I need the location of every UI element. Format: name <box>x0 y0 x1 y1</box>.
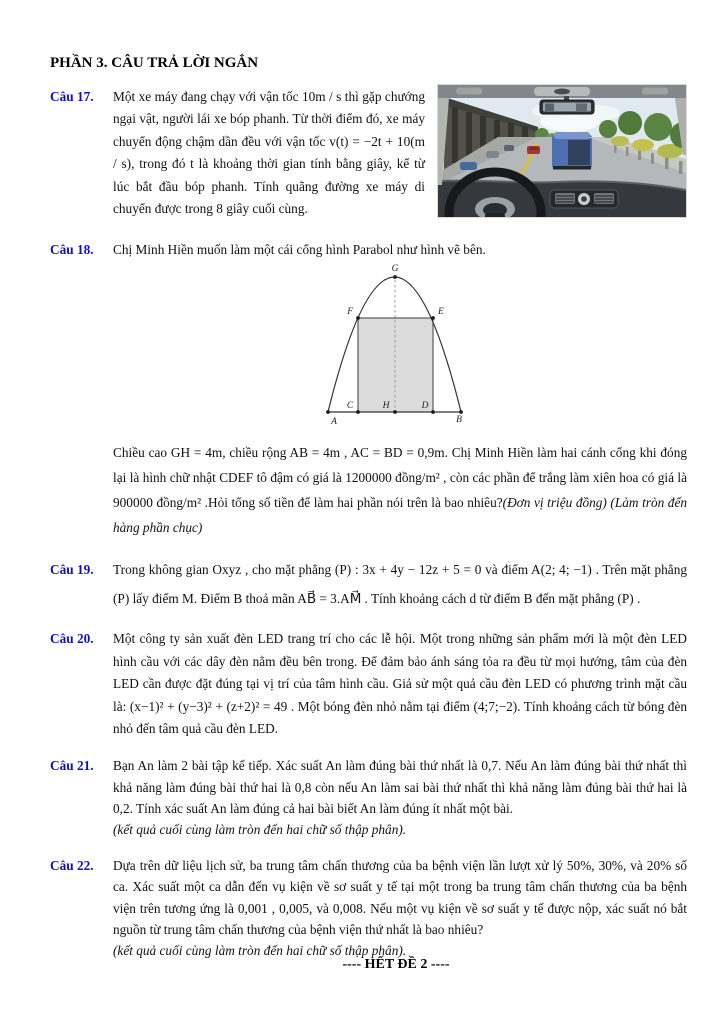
figure-label-h: H <box>382 401 389 412</box>
question-label: Câu 20. <box>50 631 94 647</box>
question-label: Câu 22. <box>50 858 94 874</box>
question-21 <box>50 755 687 840</box>
question-body-text: Bạn An làm 2 bài tập kế tiếp. Xác suất An làm đúng bài thứ nhất là 0,7. Nếu An làm đúng bài thứ nhất thì khả năng làm đúng bài thứ hai là 0,8 còn nếu An làm sai bài thứ nhất thì khả năng làm đúng bài thứ hai là 0,2. Tính xác suất An làm đúng cả hai bài biết An làm đúng ít nhất một bài. <box>113 758 687 816</box>
car-interior-photo <box>437 84 687 218</box>
air-vents <box>550 190 618 208</box>
question-label: Câu 18. <box>50 242 94 257</box>
question-text: Một xe máy đang chạy với vận tốc 10m / s thì gặp chướng ngại vật, người lái xe bóp phanh. Từ thời điểm đó, xe máy chuyển động chậm dần đều với vận tốc v(t) = −2t + 10(m / s), trong đó t là khoảng thời gian tính bằng giây, kể từ lúc bắt đầu bóp phanh. Tính quãng đường xe máy di chuyển được trong 8 giây cuối cùng. <box>113 89 425 217</box>
figure-label-e: E <box>437 307 444 318</box>
figure-label-c: C <box>346 401 353 412</box>
question-label: Câu 17. <box>50 89 94 104</box>
parabola-figure-wrap <box>113 264 687 432</box>
question-text: Một công ty sản xuất đèn LED trang trí cho các lễ hội. Một trong những sản phẩm mới là một đèn LED hình cầu với các dây đèn nằm đều bên trong. Để đảm bảo ánh sáng tỏa ra đều từ mọi hướng, tâm của đèn LED cần được đặt đúng tại vị trí của tâm hình cầu. Giả sử một quả cầu đèn LED có phương trình mặt cầu là: (x−1)² + (y−3)² + (z+2)² = 49 . Một bóng đèn nhỏ nằm tại điểm (4;7;−2). Tính khoảng cách từ bóng đèn nhỏ đến tâm quả cầu đèn LED. <box>113 631 687 737</box>
page-title: PHẦN 3. CÂU TRẢ LỜI NGẮN <box>50 55 259 71</box>
question-20 <box>50 628 687 740</box>
parked-car <box>460 162 477 170</box>
question-note: (kết quả cuối cùng làm tròn đến hai chữ số thập phân). <box>113 943 407 959</box>
question-body-text: Chiều cao GH = 4m, chiều rộng AB = 4m , AC = BD = 0,9m. Chị Minh Hiền làm hai cánh cổng khi đóng lại là hình chữ nhật CDEF tô đậm có giá là 1200000 đồng/m² , còn các phần để trắng làm xiên hoa có giá là 900000 đồng/m² .Hỏi tổng số tiền để làm hai phần nói trên là bao nhiêu? <box>113 445 687 511</box>
question-19 <box>50 555 687 613</box>
parabola-figure <box>298 264 503 428</box>
question-label: Câu 21. <box>50 758 94 774</box>
question-intro: Chị Minh Hiền muốn làm một cái cổng hình Parabol như hình vẽ bên. <box>113 242 486 257</box>
figure-label-f: F <box>346 307 353 318</box>
question-text <box>113 440 687 540</box>
question-text <box>113 855 687 961</box>
question-note: (Đơn vị triệu đồng) (Làm tròn đến hàng phần chục) <box>113 495 688 536</box>
question-note: (kết quả cuối cùng làm tròn đến hai chữ số thập phân). <box>113 822 407 838</box>
figure-label-g: G <box>391 264 398 275</box>
question-body-text: Dựa trên dữ liệu lịch sử, ba trung tâm chấn thương của ba bệnh viện lần lượt xử lý 50%, 30%, và 20% số ca. Xác suất một ca dẫn đến vụ kiện về sơ suất y tế tại một trong ba trung tâm chấn thương của ba bệnh viện trên tương ứng là 0,001 , 0,005, và 0,008. Nếu một vụ kiện về sơ suất y tế được nộp, xác suất nó bắt nguồn từ trung tâm chấn thương của bệnh viện thứ nhất là bao nhiêu? <box>113 858 687 937</box>
end-marker: ---- HẾT ĐỀ 2 ---- <box>342 957 450 973</box>
question-17 <box>50 86 687 224</box>
question-label: Câu 19. <box>50 562 94 578</box>
question-text: Trong không gian Oxyz , cho mặt phẳng (P) : 3x + 4y − 12z + 5 = 0 và điểm A(2; 4; −1) . Trên mặt phẳng (P) lấy điểm M. Điểm B thoả mãn AB⃗ = 3.AM⃗ . Tính khoảng cách d từ điểm B đến mặt phẳng (P) . <box>113 562 687 607</box>
figure-label-d: D <box>421 401 428 412</box>
question-text <box>113 755 687 840</box>
blue-van <box>552 132 592 170</box>
question-18 <box>50 239 687 540</box>
question-22 <box>50 855 687 961</box>
figure-label-b: B <box>455 415 462 426</box>
figure-label-a: A <box>330 417 337 428</box>
